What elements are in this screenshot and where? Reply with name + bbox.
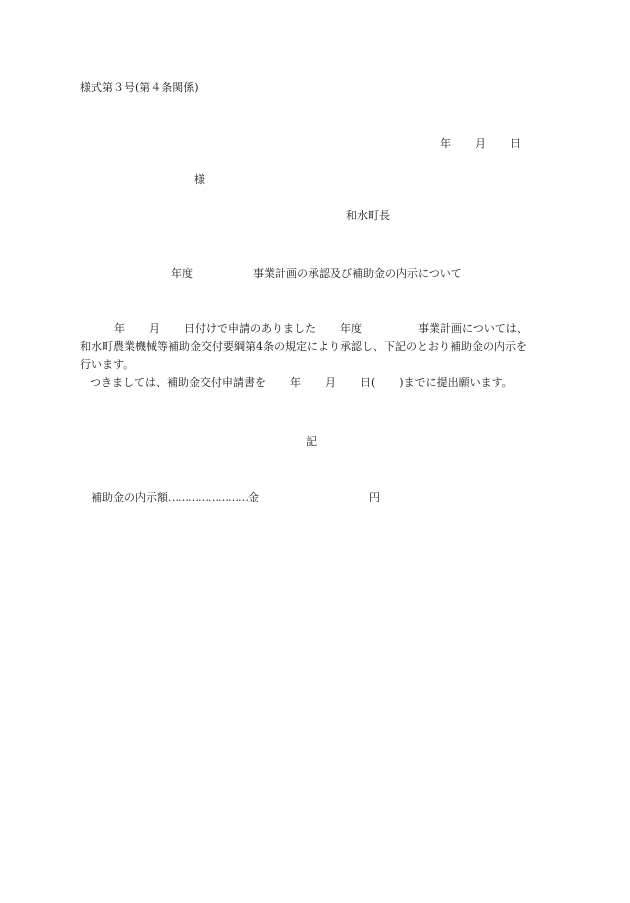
subject-year: 年度 <box>171 267 193 280</box>
body-year: 年 <box>114 322 125 335</box>
date-line <box>440 136 521 152</box>
ki-heading: 記 <box>306 435 317 448</box>
body-request-text: つきましては、補助金交付申請書を <box>90 376 266 389</box>
amount-kin: 金 <box>248 491 259 504</box>
body-fiscal-year: 年度 <box>340 322 362 335</box>
amount-yen: 円 <box>369 491 380 504</box>
amount-leader: …………………… <box>168 491 248 504</box>
deadline-day: 日( <box>360 376 376 389</box>
body-applied-text: 日付けで申請のありました <box>184 322 316 335</box>
date-month: 月 <box>475 137 486 150</box>
body-paragraph <box>80 320 560 392</box>
body-line-1 <box>80 320 560 338</box>
amount-line <box>91 490 380 506</box>
addressee-suffix: 様 <box>194 173 205 186</box>
form-number: 様式第３号(第４条関係) <box>80 81 199 94</box>
sender-name: 和水町長 <box>346 209 390 222</box>
subject-line <box>171 266 462 282</box>
deadline-end-text: )までに提出願います。 <box>399 376 513 389</box>
body-line-4 <box>80 374 560 392</box>
body-line-3: 行います。 <box>80 358 135 371</box>
deadline-year: 年 <box>290 376 301 389</box>
subject-text: 事業計画の承認及び補助金の内示について <box>253 267 462 280</box>
body-month: 月 <box>149 322 160 335</box>
body-plan-text: 事業計画については、 <box>418 322 528 335</box>
deadline-month: 月 <box>325 376 336 389</box>
body-line-2: 和水町農業機械等補助金交付要綱第4条の規定により承認し、下記のとおり補助金の内示を <box>80 340 527 353</box>
amount-label: 補助金の内示額 <box>91 491 168 504</box>
date-year: 年 <box>440 137 451 150</box>
date-day: 日 <box>510 137 521 150</box>
